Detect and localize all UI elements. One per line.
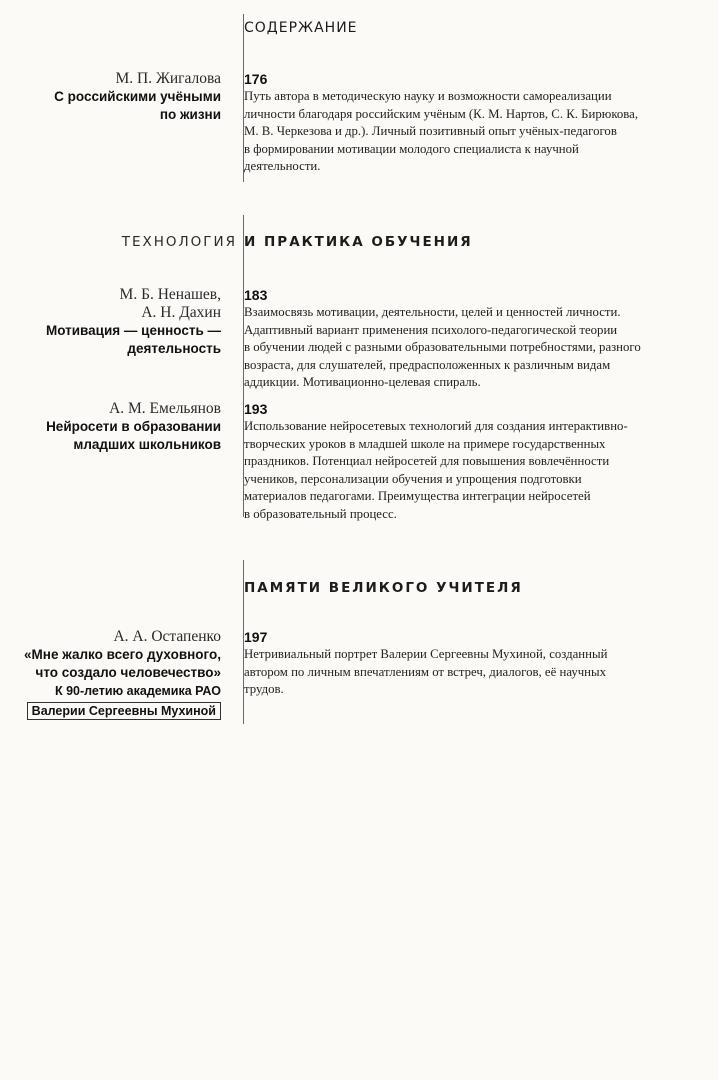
entry-title: что создало человечество» xyxy=(35,665,221,680)
section-heading-right: И ПРАКТИКА ОБУЧЕНИЯ xyxy=(244,234,473,250)
entry-title: С российскими учёными xyxy=(54,89,221,104)
entry-description: Взаимосвязь мотивации, деятельности, целей и ценностей личности. Адаптивный вариант применения психолого-педагогической теории в обучении людей с разными образовательными потребностями, разного возраста, для слушателей, предрасположенных к различным видам аддикции. Мотивационно-целевая спираль. xyxy=(244,305,641,389)
page-number[interactable]: 193 xyxy=(244,401,268,417)
page-number[interactable]: 183 xyxy=(244,287,268,303)
entry-author: А. Н. Дахин xyxy=(141,304,221,321)
entry-title: «Мне жалко всего духовного, xyxy=(24,647,221,662)
section-heading: ПАМЯТИ ВЕЛИКОГО УЧИТЕЛЯ xyxy=(244,580,523,596)
page-title: СОДЕРЖАНИЕ xyxy=(244,20,358,36)
entry-right xyxy=(244,628,664,699)
entry-note: К 90-летию академика РАО xyxy=(54,684,221,698)
entry-right xyxy=(244,286,664,392)
boxed-name: Валерии Сергеевны Мухиной xyxy=(27,702,221,720)
entry-left xyxy=(0,286,221,358)
entry-title: младших школьников xyxy=(73,437,221,452)
entry-left xyxy=(0,70,221,124)
page-number[interactable]: 197 xyxy=(244,629,268,645)
entry-title: по жизни xyxy=(159,107,221,122)
entry-title: Нейросети в образовании xyxy=(46,419,221,434)
entry-right xyxy=(244,400,664,523)
entry-right xyxy=(244,70,664,176)
entry-author: М. Б. Ненашев, xyxy=(119,286,221,303)
entry-title: деятельность xyxy=(127,341,221,356)
entry-author: А. А. Остапенко xyxy=(113,628,221,645)
entry-author: М. П. Жигалова xyxy=(115,70,221,87)
entry-left xyxy=(0,400,221,454)
entry-left xyxy=(0,628,221,720)
section-heading-left: ТЕХНОЛОГИЯ xyxy=(121,234,237,250)
entry-description: Путь автора в методическую науку и возможности самореализации личности благодаря российским учёным (К. М. Нартов, С. К. Бирюкова, М. В. Черкезова и др.). Личный позитивный опыт учёных-педагогов в формировании мотивации молодого специалиста к научной деятельности. xyxy=(244,89,639,173)
entry-description: Использование нейросетевых технологий для создания интерактивно- творческих уроков в младшей школе на примере государственных праздников. Потенциал нейросетей для повышения вовлечённости учеников, персонализации обучения и упрощения подготовки материалов педагогами. Преимущества интеграции нейросетей в образовательный процесс. xyxy=(244,419,628,521)
entry-description: Нетривиальный портрет Валерии Сергеевны Мухиной, созданный автором по личным впечатлениям от встреч, диалогов, её научных трудов. xyxy=(244,647,608,696)
entry-title: Мотивация — ценность — xyxy=(45,323,221,338)
entry-author: А. М. Емельянов xyxy=(109,400,221,417)
page-number[interactable]: 176 xyxy=(244,71,268,87)
